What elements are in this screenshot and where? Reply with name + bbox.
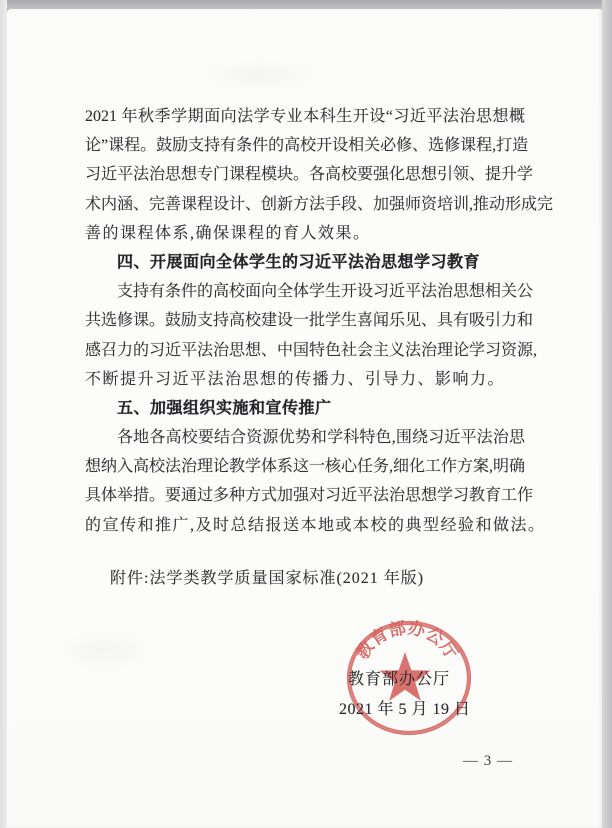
body-line: 各地各高校要结合资源优势和学科特色,围绕习近平法治思 bbox=[117, 429, 525, 447]
body-line: 支持有条件的高校面向全体学生开设习近平法治思想相关公 bbox=[117, 283, 534, 301]
body-line: 习近平法治思想专门课程模块。各高校要强化思想引领、提升学 bbox=[85, 166, 534, 184]
section-heading-4: 四、开展面向全体学生的习近平法治思想学习教育 bbox=[117, 253, 481, 271]
body-line: 想纳入高校法治理论教学体系这一核心任务,细化工作方案,明确 bbox=[85, 458, 526, 476]
page-number: — 3 — bbox=[463, 753, 513, 769]
seal-arc-text: 教育部办公厅 bbox=[352, 619, 462, 663]
signature-department: 教育部办公厅 bbox=[348, 671, 451, 688]
body-line: 论”课程。鼓励支持有条件的高校开设相关必修、选修课程,打造 bbox=[85, 137, 529, 155]
body-line: 共选修课。鼓励支持高校建设一批学生喜闻乐见、具有吸引力和 bbox=[85, 312, 534, 330]
attachment-line: 附件:法学类教学质量国家标准(2021 年版) bbox=[110, 569, 425, 587]
body-line: 术内涵、完善课程设计、创新方法手段、加强师资培训,推动形成完 bbox=[85, 195, 554, 213]
section-heading-5: 五、加强组织实施和宣传推广 bbox=[117, 399, 332, 417]
scan-edge-top bbox=[0, 0, 612, 9]
body-line: 的宣传和推广,及时总结报送本地或本校的典型经验和做法。 bbox=[85, 516, 546, 534]
body-line: 感召力的习近平法治思想、中国特色社会主义法治理论学习资源, bbox=[85, 341, 538, 359]
signature-date: 2021 年 5 月 19 日 bbox=[339, 701, 471, 718]
body-line: 不断提升习近平法治思想的传播力、引导力、影响力。 bbox=[85, 370, 506, 388]
body-line: 善的课程体系,确保课程的育人效果。 bbox=[85, 224, 371, 242]
body-line: 具体举措。要通过多种方式加强对习近平法治思想学习教育工作 bbox=[85, 487, 534, 505]
document-body bbox=[85, 102, 554, 593]
scan-edge-right bbox=[602, 0, 612, 828]
scan-edge-left bbox=[0, 0, 7, 828]
body-line: 2021 年秋季学期面向法学专业本科生开设“习近平法治思想概 bbox=[85, 108, 525, 125]
